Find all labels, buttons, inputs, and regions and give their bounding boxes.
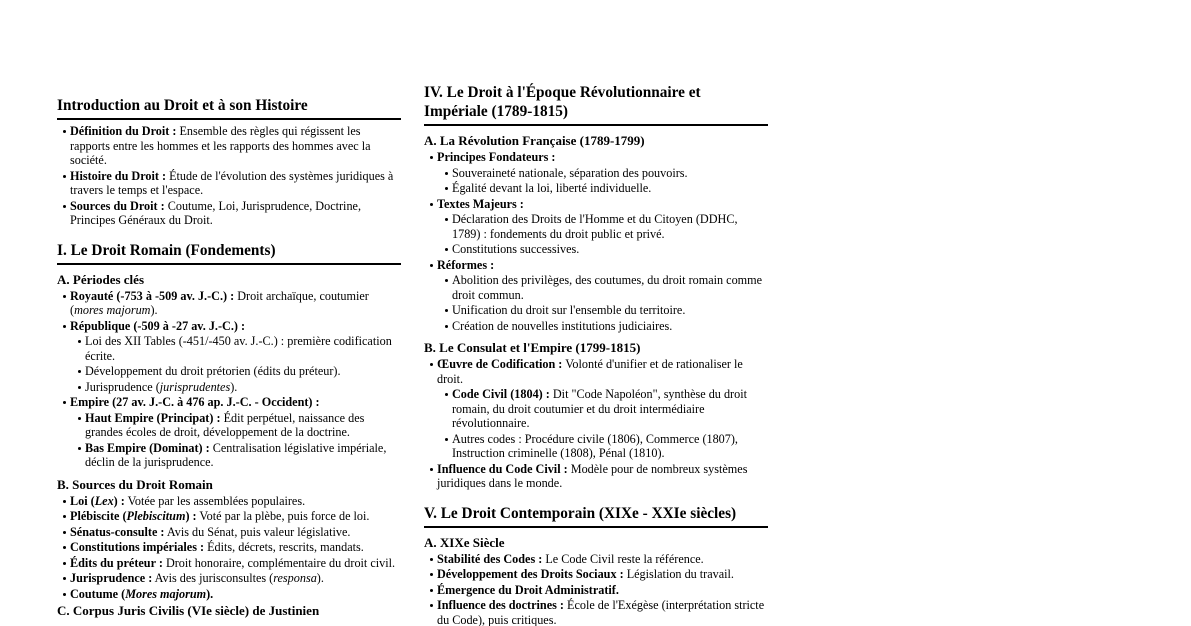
- section-heading: B. Sources du Droit Romain: [57, 476, 213, 492]
- text-segment: Loi (: [70, 493, 95, 508]
- text-segment: Voté par la plèbe, puis force de loi.: [196, 509, 370, 523]
- text-segment: ).: [230, 379, 238, 394]
- list-item: [424, 181, 768, 196]
- list-item: [57, 380, 401, 395]
- text-segment: Développement du droit prétorien (édits du préteur).: [85, 364, 341, 378]
- section-heading: C. Corpus Juris Civilis (VIe siècle) de Justinien: [57, 603, 320, 618]
- text-segment: mores majorum: [74, 303, 151, 317]
- list-item: [424, 552, 768, 567]
- list-item: [424, 598, 768, 626]
- list-item: [424, 273, 768, 302]
- list-item: [57, 319, 401, 334]
- list-item: [57, 525, 401, 540]
- section-heading: A. XIXe Siècle: [424, 534, 505, 550]
- text-segment: Stabilité des Codes :: [437, 551, 543, 566]
- text-segment: ) :: [113, 493, 125, 508]
- list-item: [424, 242, 768, 257]
- text-segment: Empire (27 av. J.-C. à 476 ap. J.-C. - Occident) :: [70, 395, 320, 409]
- list-item: [424, 197, 768, 212]
- list-item: [57, 411, 401, 440]
- text-segment: Souveraineté nationale, séparation des pouvoirs.: [452, 165, 688, 180]
- list-item: [57, 540, 401, 555]
- text-segment: Plébiscite (: [70, 509, 127, 523]
- text-segment: ).: [316, 571, 324, 585]
- text-segment: Coutume, Loi, Jurisprudence, Doctrine, Principes Généraux du Droit.: [70, 198, 361, 227]
- text-segment: Œuvre de Codification :: [437, 357, 563, 371]
- text-segment: Jurisprudence :: [70, 571, 153, 585]
- text-segment: Principes Fondateurs :: [437, 150, 556, 164]
- text-segment: Centralisation législative impériale, déclin de la jurisprudence.: [85, 440, 387, 469]
- text-segment: Édits, décrets, rescrits, mandats.: [204, 540, 364, 554]
- text-segment: Coutume (: [70, 586, 126, 601]
- list-item: [57, 395, 401, 410]
- list-item: [57, 509, 401, 524]
- list-item: [424, 357, 768, 386]
- text-segment: Édits du préteur :: [70, 555, 163, 570]
- document-column-left: [57, 96, 401, 618]
- text-segment: Avis des jurisconsultes (: [152, 571, 274, 585]
- text-segment: Droit honoraire, complémentaire du droit civil.: [162, 555, 396, 570]
- text-segment: Volonté d'unifier et de rationaliser le droit.: [437, 357, 743, 386]
- list-item: [424, 150, 768, 165]
- text-segment: ).: [150, 303, 158, 317]
- section-heading: A. Périodes clés: [57, 271, 145, 287]
- list-item: [424, 432, 768, 461]
- text-segment: Votée par les assemblées populaires.: [124, 493, 306, 508]
- document-column-right: [424, 83, 768, 626]
- text-segment: Le Code Civil reste la référence.: [542, 551, 704, 566]
- text-segment: Sources du Droit :: [70, 198, 165, 213]
- list-item: [57, 587, 401, 602]
- text-segment: École de l'Exégèse (interprétation stricte du Code), puis critiques.: [437, 598, 765, 626]
- list-item: [57, 441, 401, 470]
- text-segment: Bas Empire (Dominat) :: [85, 440, 210, 455]
- section-heading: Introduction au Droit et à son Histoire: [57, 96, 401, 120]
- text-segment: Modèle pour de nombreux systèmes juridiques dans le monde.: [437, 461, 748, 490]
- text-segment: Avis du Sénat, puis valeur législative.: [164, 524, 351, 539]
- list-item: [424, 319, 768, 334]
- text-segment: Mores majorum: [125, 586, 207, 601]
- text-segment: jurisprudentes: [159, 379, 231, 394]
- list-item: [424, 462, 768, 491]
- text-segment: Législation du travail.: [623, 567, 734, 581]
- text-segment: Abolition des privilèges, des coutumes, du droit romain comme droit commun.: [452, 273, 763, 302]
- text-segment: Unification du droit sur l'ensemble du territoire.: [452, 303, 686, 317]
- list-item: [424, 212, 768, 241]
- text-segment: Sénatus-consulte :: [70, 524, 165, 539]
- text-segment: Égalité devant la loi, liberté individuelle.: [452, 181, 652, 195]
- text-segment: Ensemble des règles qui régissent les rapports entre les hommes et les rapports des hommes avec la société.: [70, 124, 371, 167]
- text-segment: Lex: [94, 493, 114, 508]
- text-segment: République (-509 à -27 av. J.-C.) :: [70, 318, 246, 333]
- section-heading: IV. Le Droit à l'Époque Révolutionnaire et Impériale (1789-1815): [424, 83, 768, 126]
- text-segment: Déclaration des Droits de l'Homme et du Citoyen (DDHC, 1789) : fondements du droit public et privé.: [452, 212, 738, 241]
- list-item: [424, 387, 768, 431]
- text-segment: Autres codes : Procédure civile (1806), Commerce (1807), Instruction criminelle (1808), Pénal (1810).: [452, 431, 738, 460]
- section-heading: V. Le Droit Contemporain (XIXe - XXIe siècles): [424, 504, 768, 528]
- list-item: [57, 334, 401, 363]
- list-item: [424, 583, 768, 598]
- text-segment: responsa: [273, 571, 317, 585]
- text-segment: Création de nouvelles institutions judiciaires.: [452, 318, 673, 333]
- text-segment: Réformes :: [437, 257, 495, 272]
- text-segment: Dit "Code Napoléon", synthèse du droit romain, du droit coutumier et du droit intermédiaire révolutionnaire.: [452, 387, 747, 430]
- list-item: [57, 124, 401, 168]
- list-item: [57, 571, 401, 586]
- text-segment: Royauté (-753 à -509 av. J.-C.) :: [70, 288, 235, 303]
- list-item: [57, 169, 401, 198]
- list-item: [57, 199, 401, 228]
- text-segment: Histoire du Droit :: [70, 168, 167, 183]
- section-heading: I. Le Droit Romain (Fondements): [57, 241, 401, 265]
- text-segment: Textes Majeurs :: [437, 196, 524, 211]
- text-segment: Influence des doctrines :: [437, 598, 564, 612]
- list-item: [424, 567, 768, 582]
- list-item: [424, 166, 768, 181]
- list-item: [424, 258, 768, 273]
- text-segment: Émergence du Droit Administratif.: [437, 582, 619, 597]
- text-segment: Jurisprudence (: [85, 379, 160, 394]
- text-segment: Droit archaïque, coutumier (: [70, 288, 369, 317]
- text-segment: Constitutions successives.: [452, 242, 580, 256]
- text-segment: Haut Empire (Principat) :: [85, 410, 221, 425]
- text-segment: Influence du Code Civil :: [437, 461, 568, 476]
- text-segment: Étude de l'évolution des systèmes juridiques à travers le temps et l'espace.: [70, 168, 394, 197]
- text-segment: Loi des XII Tables (-451/-450 av. J.-C.) : première codification écrite.: [85, 334, 392, 363]
- list-item: [57, 556, 401, 571]
- list-item: [424, 303, 768, 318]
- text-segment: ) :: [185, 509, 197, 523]
- text-segment: Définition du Droit :: [70, 124, 177, 138]
- section-heading: B. Le Consulat et l'Empire (1799-1815): [424, 340, 641, 355]
- list-item: [57, 364, 401, 379]
- text-segment: Code Civil (1804) :: [452, 387, 550, 401]
- list-item: [57, 289, 401, 318]
- section-heading: A. La Révolution Française (1789-1799): [424, 133, 645, 148]
- text-segment: Édit perpétuel, naissance des grandes écoles de droit, développement de la doctrine.: [85, 410, 365, 439]
- text-segment: Développement des Droits Sociaux :: [437, 567, 624, 581]
- text-segment: ).: [206, 586, 214, 601]
- list-item: [57, 494, 401, 509]
- text-segment: Constitutions impériales :: [70, 540, 205, 554]
- text-segment: Plebiscitum: [126, 509, 186, 523]
